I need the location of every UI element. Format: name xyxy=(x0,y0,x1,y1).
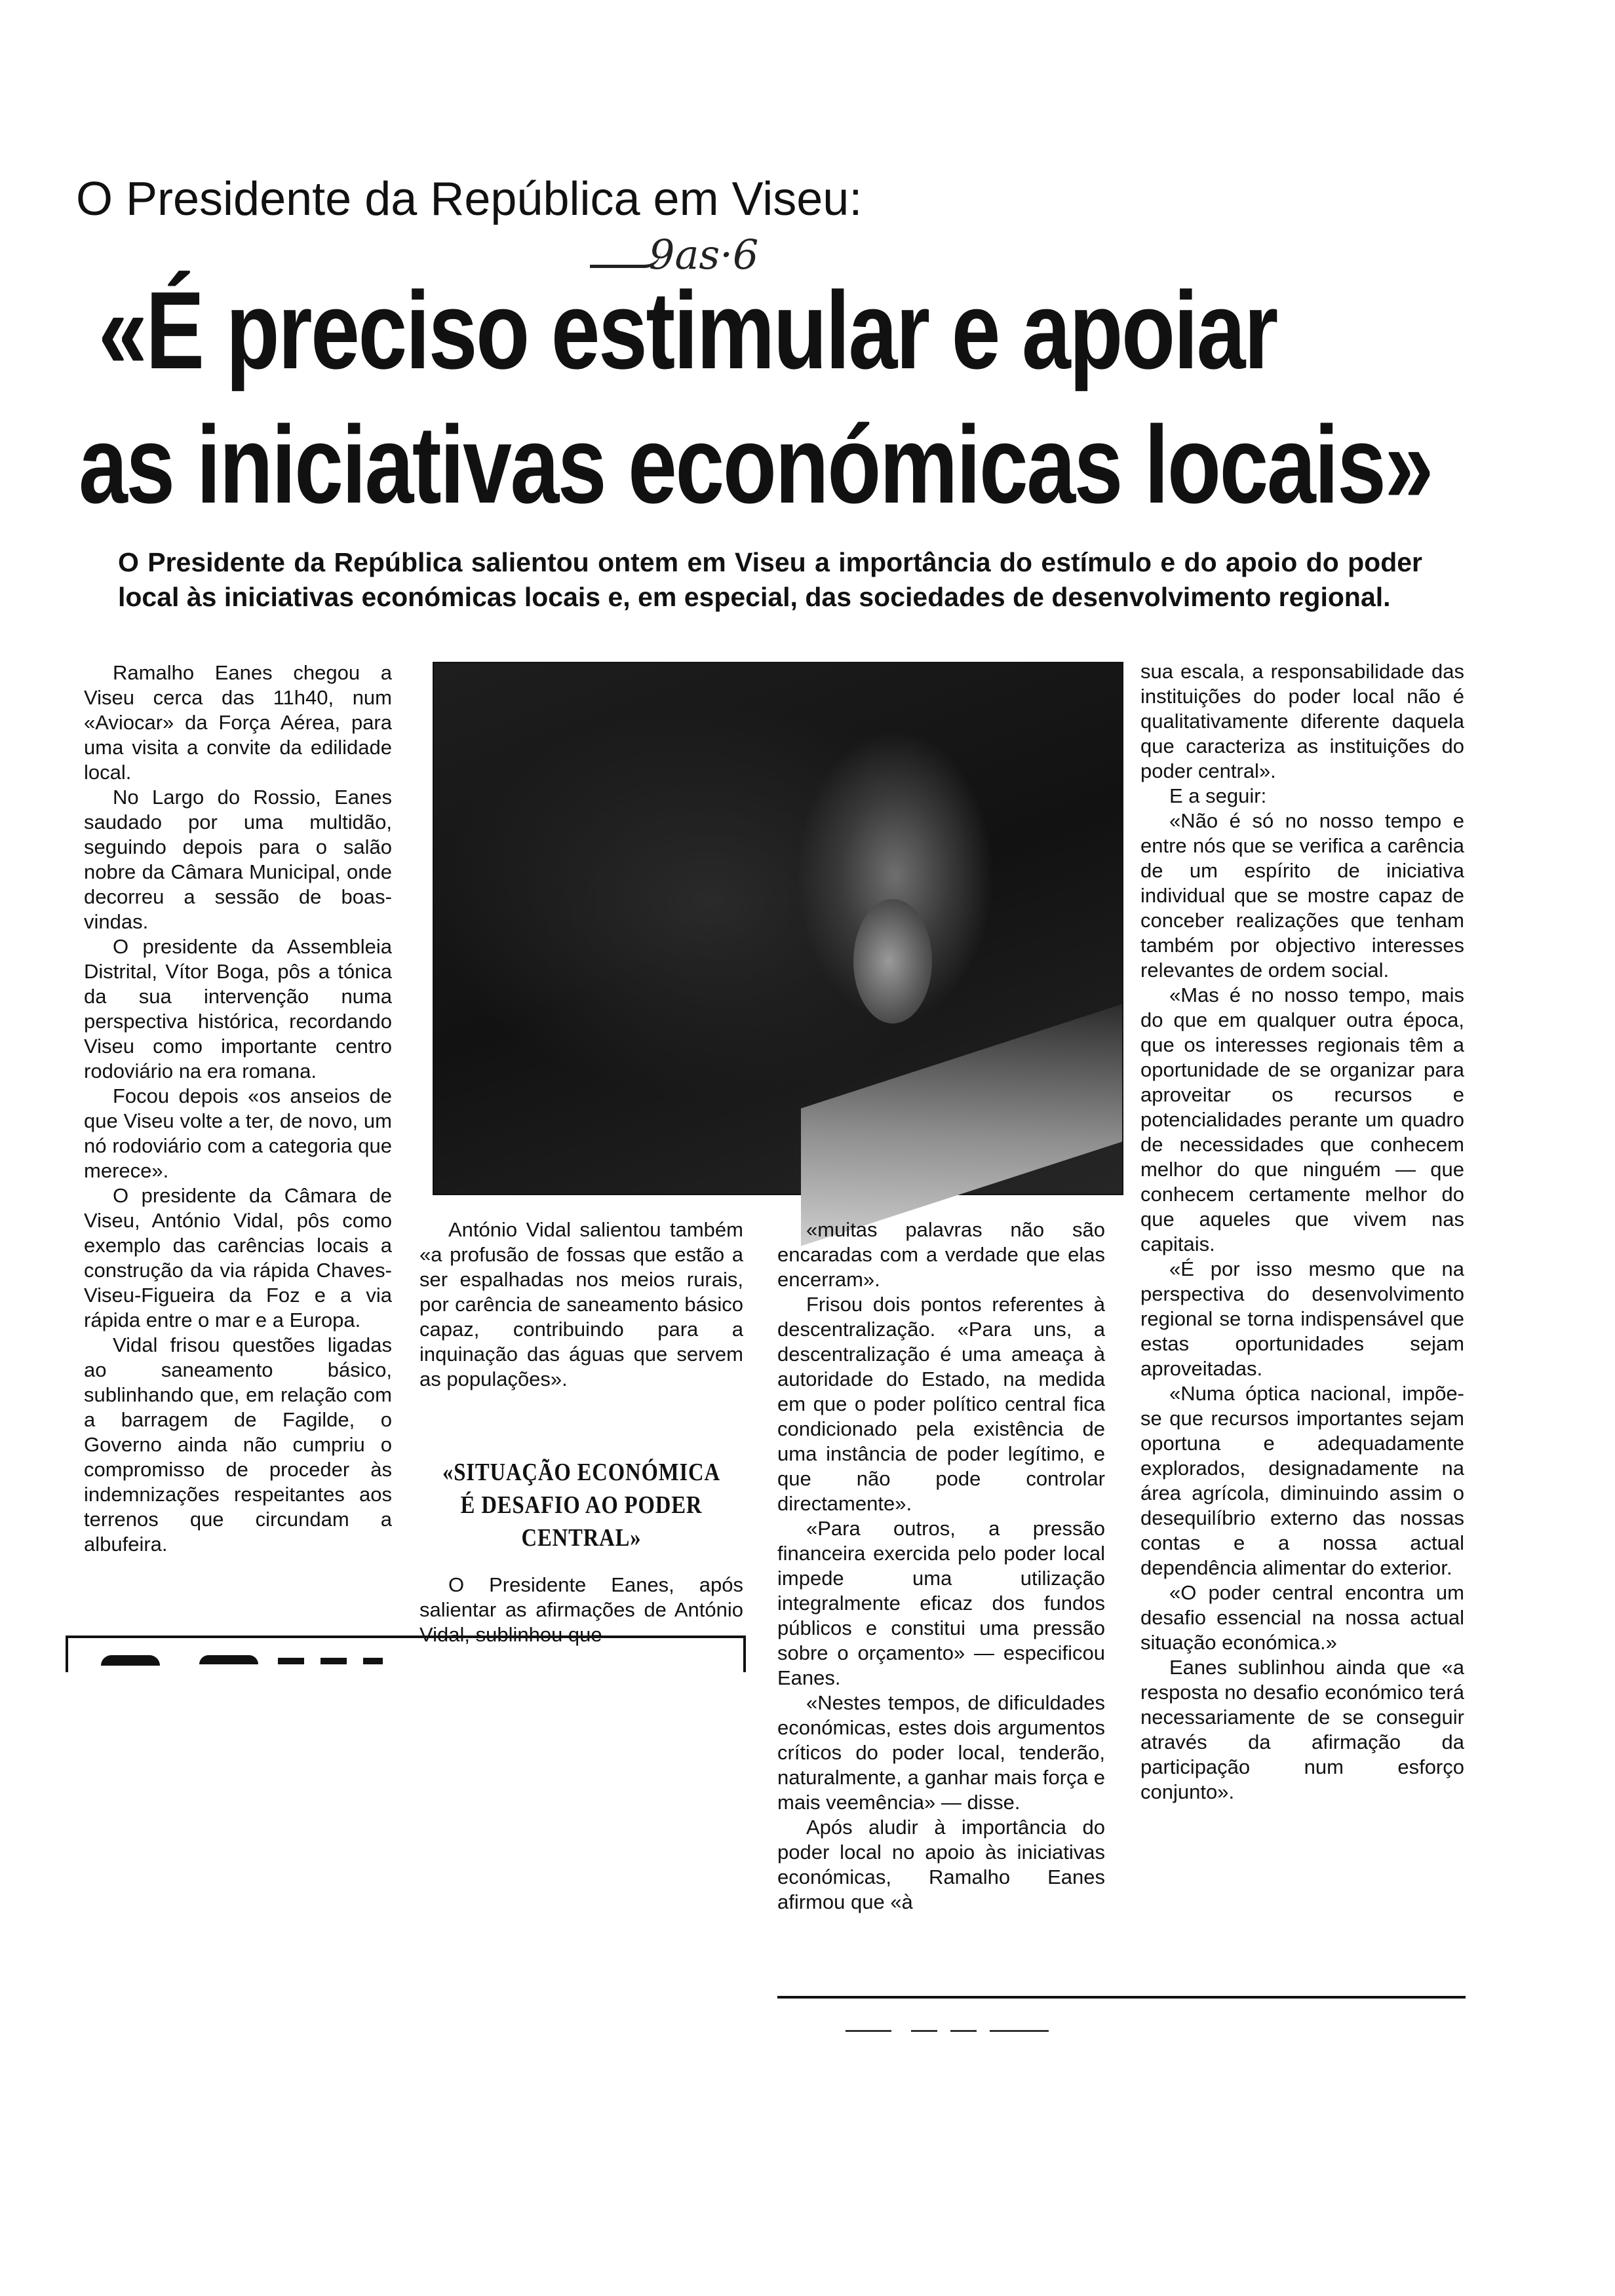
paragraph: «Não é só no nosso tempo e entre nós que se verifica a carência de um espírito de iniciativa individual que se mostre capaz de conceber realizações que tenham também por objectivo interesses relevantes de ordem social. xyxy=(1140,809,1464,982)
next-article-fragment xyxy=(199,1655,258,1664)
paragraph: E a seguir: xyxy=(1169,784,1267,807)
paragraph: Focou depois «os anseios de que Viseu volte a ter, de novo, um nó rodoviário com a categoria que merece». xyxy=(84,1084,392,1182)
paragraph: O presidente da Assembleia Distrital, Vítor Boga, pôs a tónica da sua intervenção numa perspectiva histórica, recordando Viseu como importante centro rodoviário na era romana. xyxy=(84,935,392,1082)
subheading xyxy=(442,1456,721,1554)
paragraph: «Nestes tempos, de dificuldades económicas, estes dois argumentos críticos do poder local, tenderão, naturalmente, a ganhar mais força e mais veemência» — disse. xyxy=(777,1691,1105,1814)
paragraph: O presidente da Câmara de Viseu, António Vidal, pôs como exemplo das carências locais a construção da via rápida Chaves-Viseu-Figueira da Foz e a via rápida entre o mar e a Europa. xyxy=(84,1184,392,1331)
column-1 xyxy=(84,660,392,1557)
lead-paragraph: O Presidente da República salientou ontem em Viseu a importância do estímulo e do apoio do poder local às iniciativas económicas locais e, em especial, das sociedades de desenvolvimento regional. xyxy=(118,547,1422,612)
paragraph: «É por isso mesmo que na perspectiva do desenvolvimento regional se torna indispensável que estas oportunidades sejam aproveitadas. xyxy=(1140,1257,1464,1380)
next-article-frame xyxy=(66,1636,746,1672)
photo-detail xyxy=(801,1004,1122,1246)
next-article-fragment xyxy=(101,1655,160,1666)
paragraph: O Presidente Eanes, após salientar as afirmações de António Vidal, sublinhou que xyxy=(419,1573,743,1646)
subheading-line-1: «SITUAÇÃO ECONÓMICA xyxy=(442,1459,720,1486)
next-article-fragment xyxy=(278,1658,304,1664)
paragraph: Frisou dois pontos referentes à descentralização. «Para uns, a descentralização é uma ameaça à autoridade do Estado, na medida em que o poder político central fica condicionado pela existência de uma instância de poder legítimo, e que não pode controlar directamente». xyxy=(777,1293,1105,1515)
photo-detail xyxy=(853,899,932,1024)
column-4 xyxy=(1140,659,1464,1805)
bottom-rule xyxy=(777,1996,1466,1999)
paragraph: No Largo do Rossio, Eanes saudado por uma multidão, seguindo depois para o salão nobre da Câmara Municipal, onde decorreu a sessão de boas-vindas. xyxy=(84,786,392,933)
paragraph: «Numa óptica nacional, impõe-se que recursos importantes sejam oportuna e adequadamente explorados, designadamente na área agrícola, diminuindo assim o desequilíbrio externo das nossas contas e a nossa actual dependência alimentar do exterior. xyxy=(1140,1382,1464,1579)
kicker: O Presidente da República em Viseu: xyxy=(76,173,863,225)
paragraph: «O poder central encontra um desafio essencial na nossa actual situação económica.» xyxy=(1140,1581,1464,1654)
column-2 xyxy=(419,1217,743,1392)
paragraph: sua escala, a responsabilidade das instituições do poder local não é qualitativamente diferente daquela que caracteriza as instituições do poder central». xyxy=(1140,660,1464,782)
column-3 xyxy=(777,1217,1105,1915)
next-article-fragment xyxy=(990,2030,1049,2032)
next-article-fragment xyxy=(321,1658,347,1664)
next-article-fragment xyxy=(950,2030,977,2032)
paragraph: Eanes sublinhou ainda que «a resposta no desafio económico terá necessariamente de se conseguir através da afirmação da participação num esforço conjunto». xyxy=(1140,1656,1464,1803)
handwritten-note: 9as·6 xyxy=(649,231,759,278)
headline-line-1: «É preciso estimular e apoiar xyxy=(98,269,1277,392)
paragraph: «muitas palavras não são encaradas com a verdade que elas encerram». xyxy=(777,1218,1105,1291)
next-article-fragment xyxy=(846,2030,891,2032)
paragraph: Após aludir à importância do poder local no apoio às iniciativas económicas, Ramalho Eanes afirmou que «à xyxy=(777,1816,1105,1913)
next-article-fragment xyxy=(911,2030,937,2032)
paragraph: Ramalho Eanes chegou a Viseu cerca das 11h40, num «Aviocar» da Força Aérea, para uma visita a convite da edilidade local. xyxy=(84,661,392,784)
paragraph: Vidal frisou questões ligadas ao saneamento básico, sublinhando que, em relação com a barragem de Fagilde, o Governo ainda não cumpriu o compromisso de proceder às indemnizações respeitantes aos terrenos que circundam a albufeira. xyxy=(84,1333,392,1556)
subheading-line-2: É DESAFIO AO PODER CENTRAL» xyxy=(460,1491,703,1552)
paragraph: «Para outros, a pressão financeira exercida pelo poder local impede uma utilização integralmente eficaz dos fundos públicos e constitui uma pressão sobre o orçamento» — especificou Eanes. xyxy=(777,1517,1105,1689)
next-article-fragment xyxy=(363,1658,383,1664)
photo-president xyxy=(433,662,1123,1195)
paragraph: «Mas é no nosso tempo, mais do que em qualquer outra época, que os interesses regionais têm a oportunidade de se organizar para aproveitar os recursos e potencialidades perante um quadro de necessidades que conhecem melhor do que ninguém — que conhecem certamente melhor do que aqueles que vivem nas capitais. xyxy=(1140,984,1464,1255)
headline-line-2: as iniciativas económicas locais» xyxy=(79,403,1432,526)
paragraph: António Vidal salientou também «a profusão de fossas que estão a ser espalhadas nos meios rurais, por carência de saneamento básico capaz, contribuindo para a inquinação das águas que servem as populações». xyxy=(419,1218,743,1390)
